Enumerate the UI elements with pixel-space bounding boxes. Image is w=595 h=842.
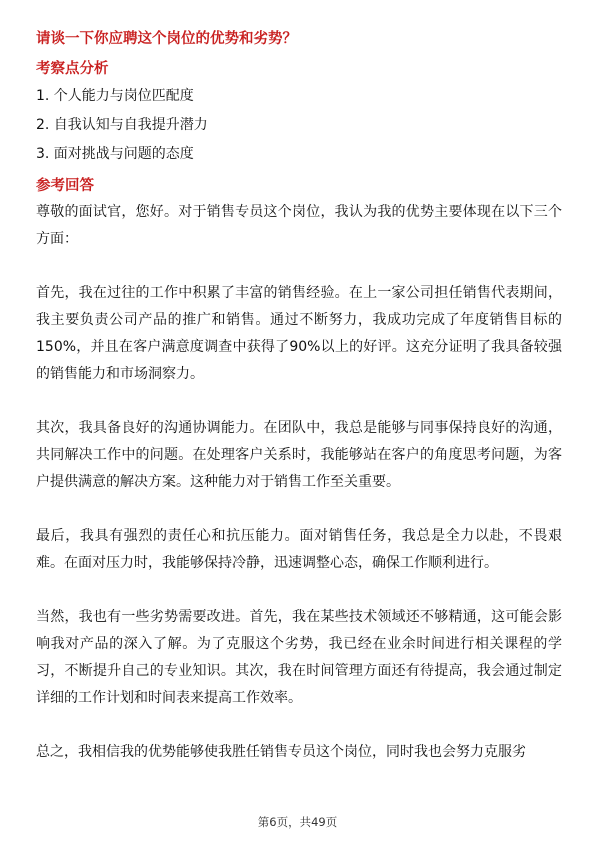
answer-paragraph: 首先，我在过往的工作中积累了丰富的销售经验。在上一家公司担任销售代表期间，我主要负责公司产品的推广和销售。通过不断努力，我成功完成了年度销售目标的150%，并且在客户满意度调查中获得了90%以上的好评。这充分证明了我具备较强的销售能力和市场洞察力。 [36,285,562,382]
answer-paragraph: 尊敬的面试官，您好。对于销售专员这个岗位，我认为我的优势主要体现在以下三个方面： [36,204,562,247]
answer-title: 参考回答 [36,178,94,194]
analysis-points [36,82,562,169]
question-heading: 请谈一下你应聘这个岗位的优势和劣势？ [36,31,297,47]
analysis-title: 考察点分析 [36,61,109,77]
answer-body [36,199,562,766]
answer-paragraph: 最后，我具有强烈的责任心和抗压能力。面对销售任务，我总是全力以赴，不畏艰难。在面对压力时，我能够保持冷静，迅速调整心态，确保工作顺利进行。 [36,528,562,571]
analysis-point: 1. 个人能力与岗位匹配度 [36,88,194,104]
answer-paragraph: 总之，我相信我的优势能够使我胜任销售专员这个岗位，同时我也会努力克服劣 [36,744,526,760]
analysis-point: 2. 自我认知与自我提升潜力 [36,117,208,133]
answer-paragraph: 当然，我也有一些劣势需要改进。首先，我在某些技术领域还不够精通，这可能会影响我对产品的深入了解。为了克服这个劣势，我已经在业余时间进行相关课程的学习，不断提升自己的专业知识。其次，我在时间管理方面还有待提高，我会通过制定详细的工作计划和时间表来提高工作效率。 [36,609,562,706]
analysis-point: 3. 面对挑战与问题的态度 [36,146,194,162]
document-page [36,28,562,793]
page-number: 第6页，共49页 [257,815,338,829]
answer-paragraph: 其次，我具备良好的沟通协调能力。在团队中，我总是能够与同事保持良好的沟通，共同解决工作中的问题。在处理客户关系时，我能够站在客户的角度思考问题，为客户提供满意的解决方案。这种能力对于销售工作至关重要。 [36,420,562,490]
